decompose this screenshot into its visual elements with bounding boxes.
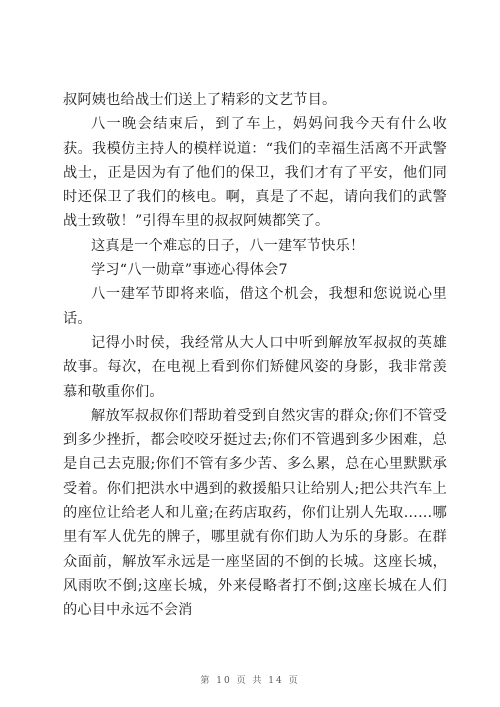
paragraph-5: 八一建军节即将来临，借这个机会，我想和您说说心里话。 [63,286,447,327]
paragraph-3: 这真是一个难忘的日子，八一建军节快乐！ [91,237,365,254]
paragraph-1: 叔阿姨也给战士们送上了精彩的文艺节目。 [63,92,337,108]
paragraph-2: 八一晚会结束后，到了车上，妈妈问我今天有什么收获。我模仿主持人的模样说道：“我们的幸福生活离不开武警战士，正是因为有了他们的保卫，我们才有了平安，他们同时还保卫了我们的核电。啊，真是了不起，请向我们的武警战士致敬！”引得车里的叔叔阿姨都笑了。 [63,116,447,230]
paragraph-7: 解放军叔叔你们帮助着受到自然灾害的群众;你们不管受到多少挫折，都会咬咬牙挺过去;你们不管遇到多少困难，总是自己去克服;你们不管有多少苦、多么累，总在心里默默承受着。你们把洪水中遇到的救援船只让给别人;把公共汽车上的座位让给老人和儿童;在药店取药，你们让别人先取……哪里有军人优先的牌子，哪里就有你们助人为乐的身影。在群众面前，解放军永远是一座坚固的不倒的长城。这座长城，风雨吹不倒;这座长城，外来侵略者打不倒;这座长城在人们的心目中永远不会消 [63,407,447,619]
document-body [63,88,447,623]
paragraph-6: 记得小时侯，我经常从大人口中听到解放军叔叔的英雄故事。每次，在电视上看到你们矫健风姿的身影，我非常羡慕和敬重你们。 [63,334,447,400]
page-footer: 第 10 页 共 14 页 [200,676,300,686]
section-heading: 学习“八一勋章”事迹心得体会7 [91,262,288,279]
